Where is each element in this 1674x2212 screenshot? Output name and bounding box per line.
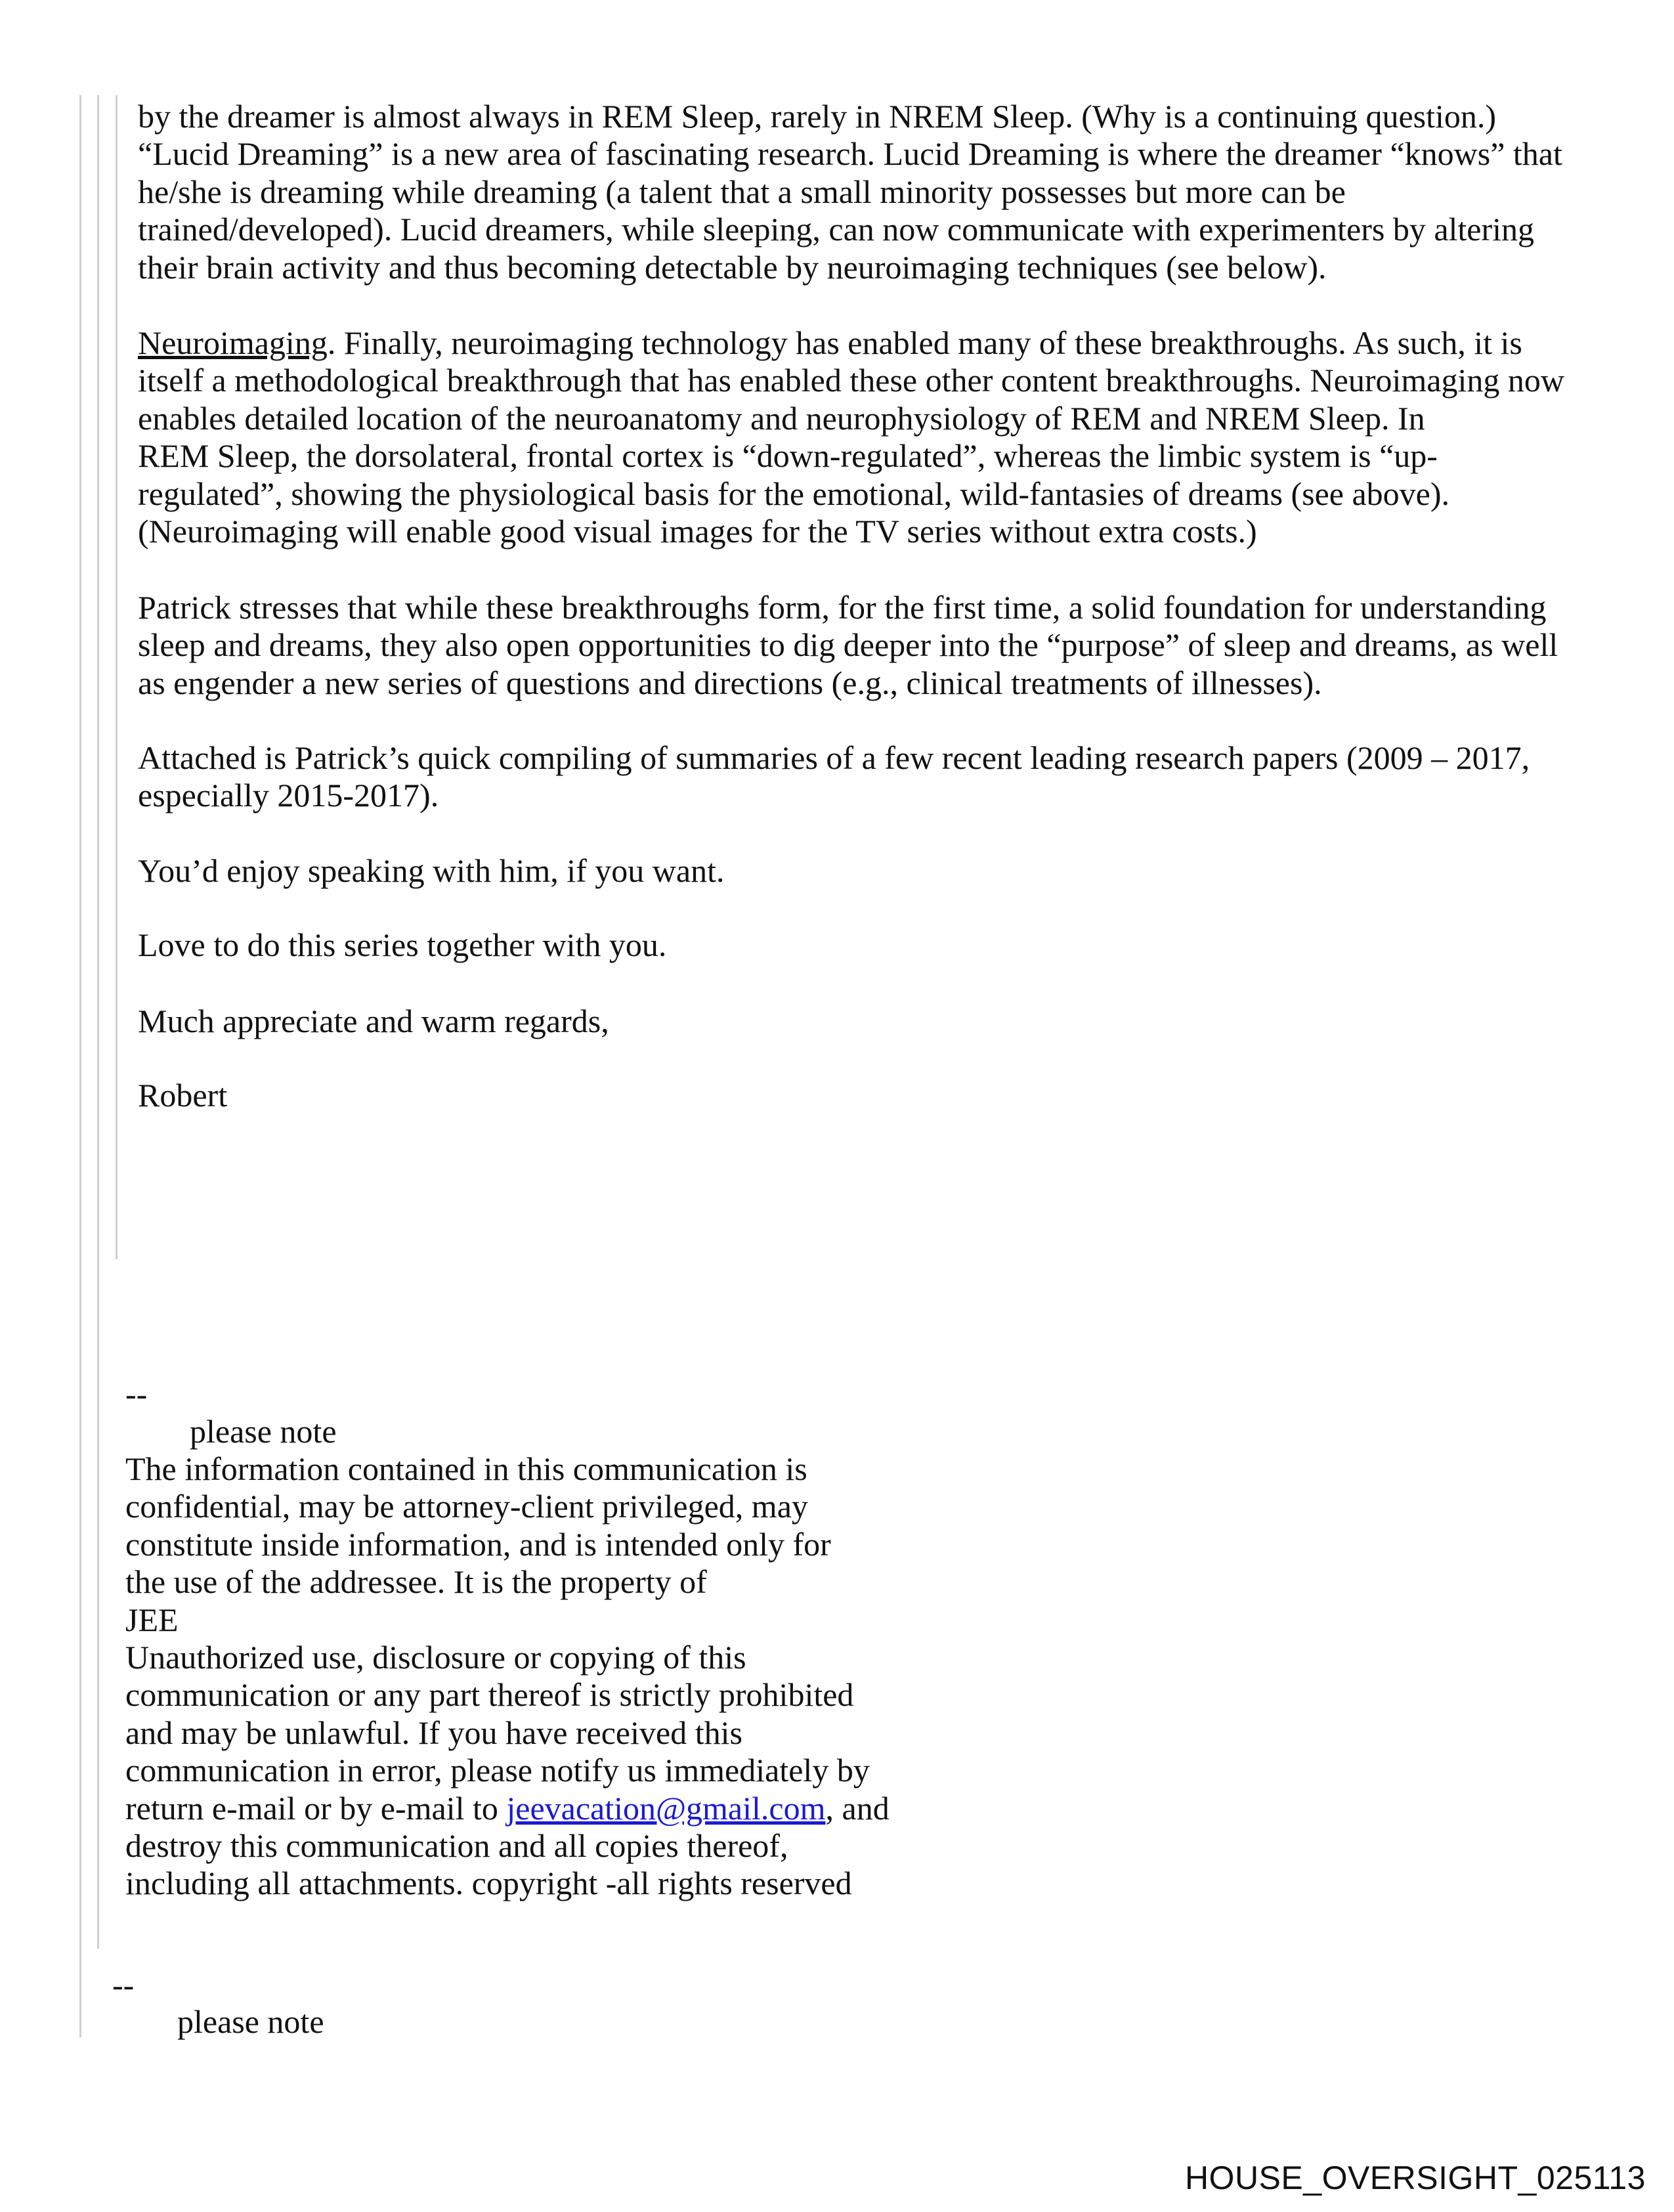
text-line: as engender a new series of questions and directions (e.g., clinical treatments of illnesses). (138, 664, 1322, 701)
text-line: communication or any part thereof is strictly prohibited (125, 1676, 854, 1714)
paragraph-speaking: You’d enjoy speaking with him, if you want. (138, 852, 725, 889)
text-line: constitute inside information, and is intended only for (125, 1525, 831, 1563)
text-line: JEE (125, 1601, 179, 1638)
text-line: itself a methodological breakthrough that has enabled these other content breakthroughs. Neuroimaging now (138, 362, 1564, 399)
text-line: The information contained in this communication is (125, 1450, 807, 1487)
closing: Much appreciate and warm regards, (138, 1003, 609, 1039)
text-line: by the dreamer is almost always in REM Sleep, rarely in NREM Sleep. (Why is a continuing question.) (138, 98, 1497, 135)
paragraph-lucid-dreaming (138, 98, 1648, 286)
text-line: Patrick stresses that while these breakthroughs form, for the first time, a solid foundation for understanding (138, 589, 1547, 626)
separator: -- (125, 1376, 148, 1412)
separator: -- (112, 1966, 135, 2003)
paragraph-series: Love to do this series together with you. (138, 926, 667, 963)
disclaimer-body (125, 1450, 890, 1903)
text-line: their brain activity and thus becoming detectable by neuroimaging techniques (see below). (138, 248, 1327, 286)
text-line: REM Sleep, the dorsolateral, frontal cortex is “down-regulated”, whereas the limbic system is “up- (138, 437, 1438, 475)
signature: Robert (138, 1077, 228, 1114)
text-line: Unauthorized use, disclosure or copying of this (125, 1638, 746, 1676)
text-line: he/she is dreaming while dreaming (a talent that a small minority possesses but more can be (138, 173, 1346, 210)
paragraph-attached (138, 739, 1648, 815)
email-link[interactable]: jeevacation@gmail.com (506, 1789, 826, 1827)
neuroimaging-heading: Neuroimaging (138, 324, 328, 361)
disclaimer-title: please note (190, 1413, 337, 1450)
text-line: sleep and dreams, they also open opportunities to dig deeper into the “purpose” of sleep and dreams, as well (138, 626, 1558, 664)
text: return e-mail or by e-mail to (125, 1789, 507, 1827)
quote-bar-outer (79, 95, 81, 2037)
text-line-rest: . Finally, neuroimaging technology has enabled many of these breakthroughs. As such, it is (327, 324, 1522, 361)
text-line (125, 1790, 890, 1827)
text-line: especially 2015-2017). (138, 777, 439, 814)
text-line: communication in error, please notify us immediately by (125, 1752, 870, 1789)
text-line: Attached is Patrick’s quick compiling of summaries of a few recent leading research papers (2009 – 2017, (138, 739, 1530, 776)
text-line: “Lucid Dreaming” is a new area of fascinating research. Lucid Dreaming is where the dreamer “knows” that (138, 135, 1562, 173)
quote-bar-middle (97, 95, 99, 1949)
text-line: regulated”, showing the physiological basis for the emotional, wild-fantasies of dreams (see above). (138, 475, 1450, 512)
text-line: confidential, may be attorney-client privileged, may (125, 1488, 808, 1525)
paragraph-neuroimaging (138, 324, 1648, 550)
text-line: and may be unlawful. If you have received this (125, 1714, 742, 1751)
quote-bar-inner (116, 95, 118, 1259)
paragraph-patrick-stresses (138, 589, 1648, 702)
bates-number: HOUSE_OVERSIGHT_025113 (1184, 2159, 1646, 2196)
text-line: (Neuroimaging will enable good visual images for the TV series without extra costs.) (138, 512, 1257, 550)
text: , and (825, 1789, 890, 1827)
text-line: including all attachments. copyright -all rights reserved (125, 1865, 852, 1902)
text-line: the use of the addressee. It is the property of (125, 1563, 707, 1601)
text-line: destroy this communication and all copies thereof, (125, 1827, 788, 1864)
disclaimer-title: please note (177, 2003, 324, 2040)
text-line: trained/developed). Lucid dreamers, while sleeping, can now communicate with experimenters by altering (138, 211, 1535, 248)
text-line (138, 324, 1648, 362)
text-line: enables detailed location of the neuroanatomy and neurophysiology of REM and NREM Sleep. In (138, 399, 1425, 437)
